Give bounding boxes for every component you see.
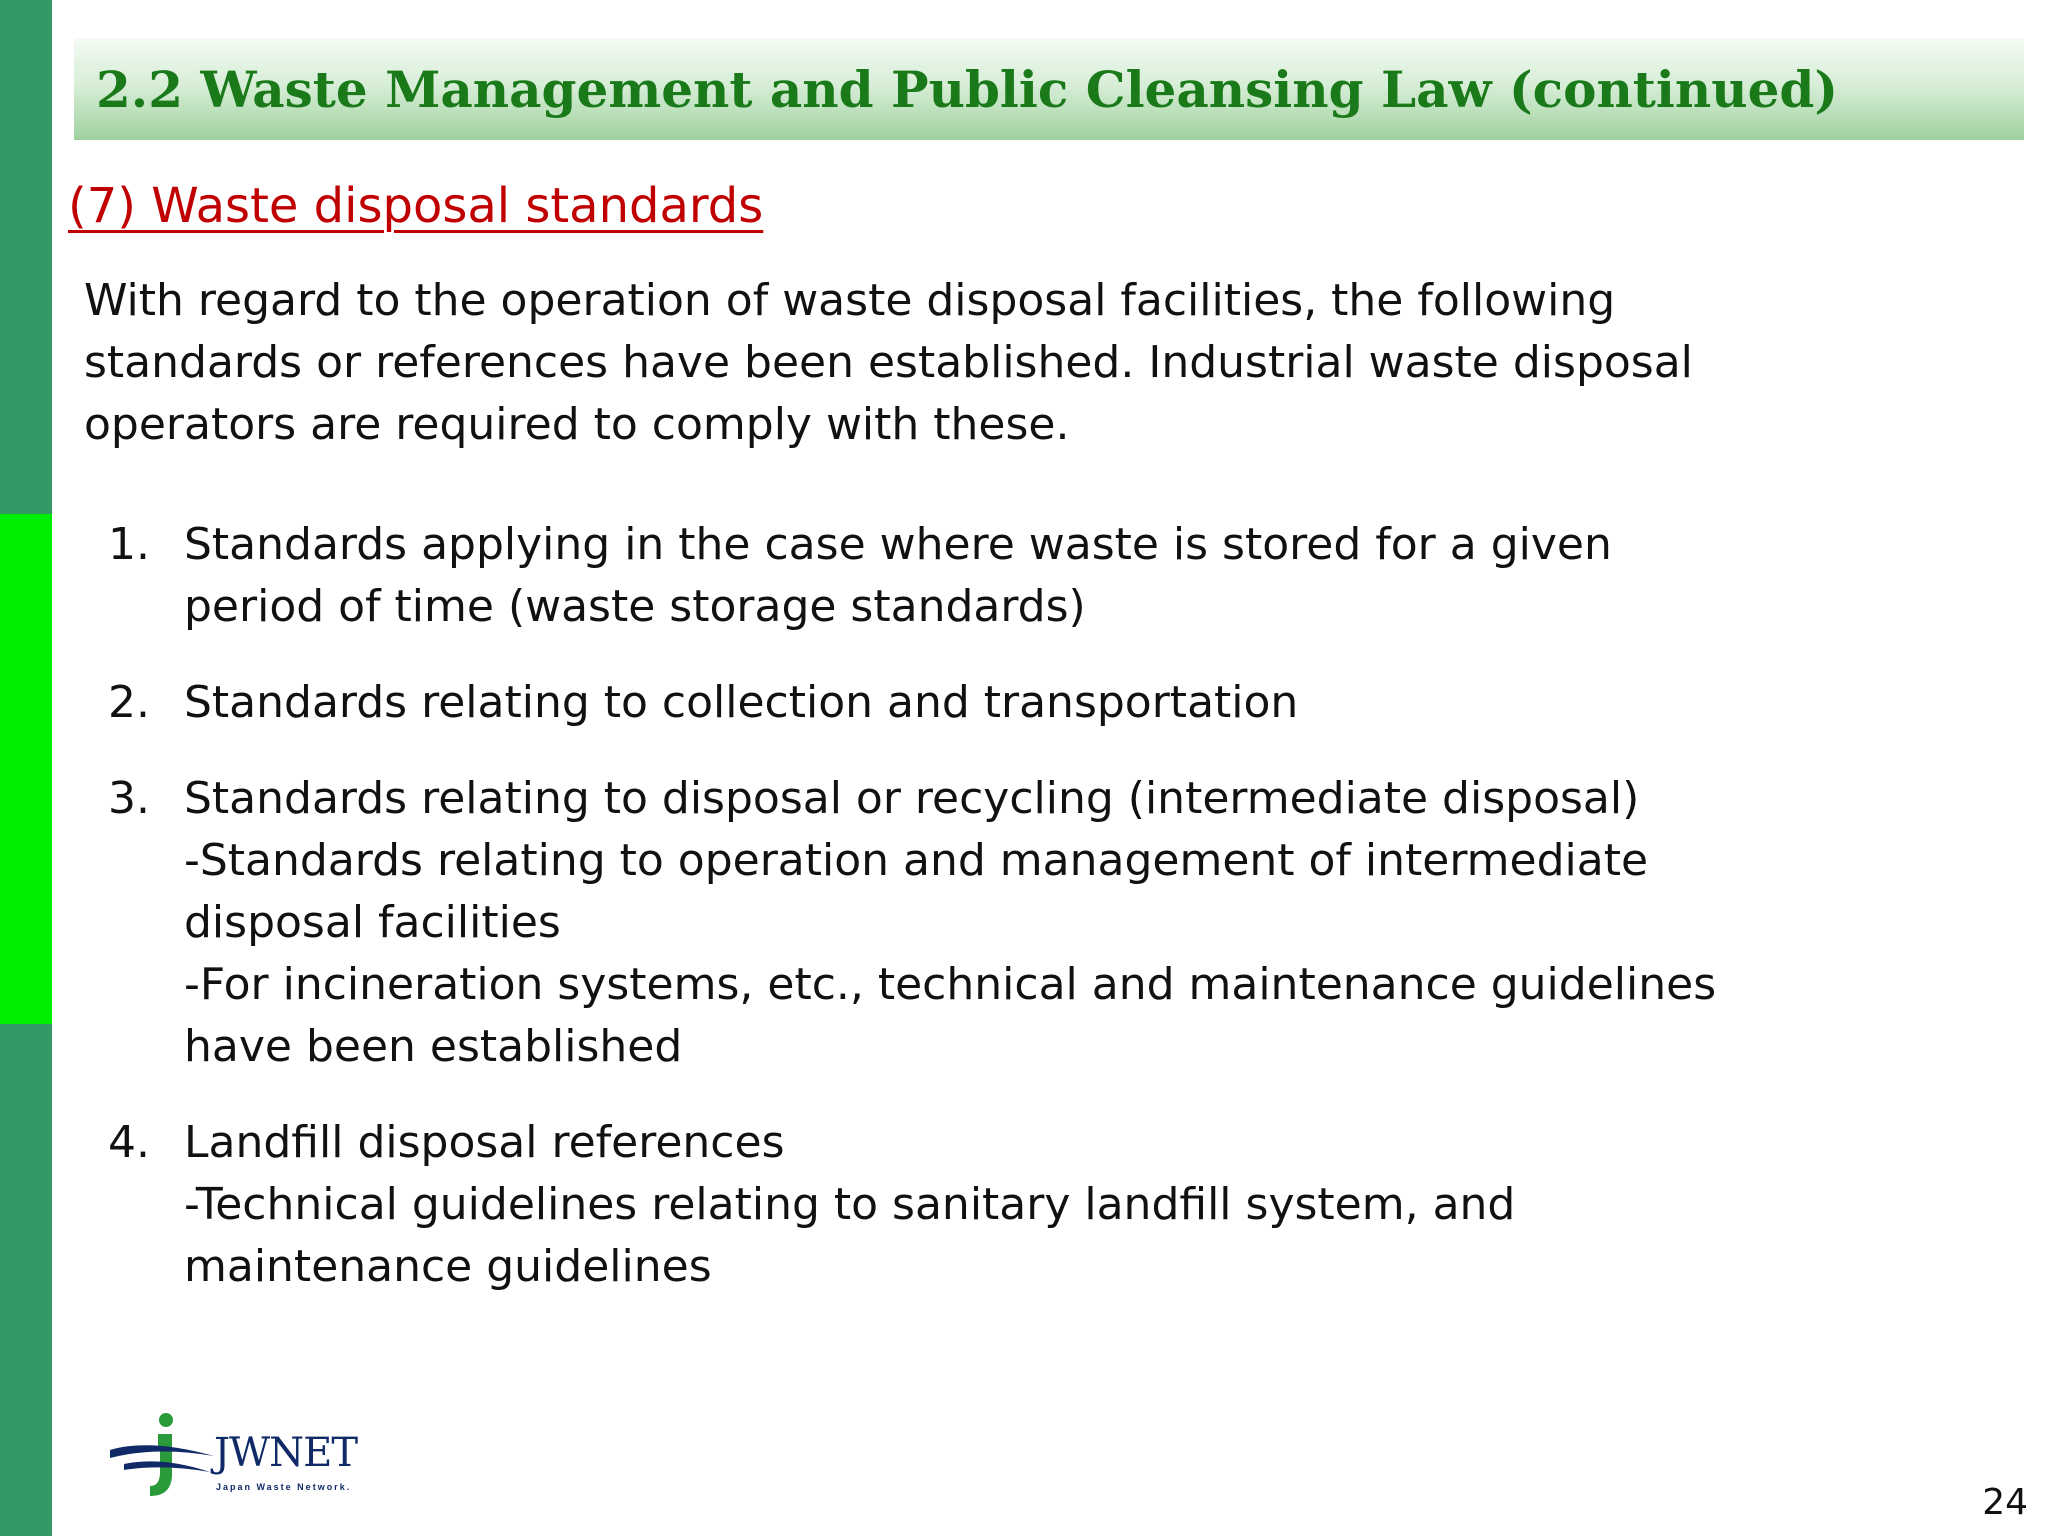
side-bar-highlight [0, 514, 52, 1024]
list-item-line: Standards applying in the case where waste is stored for a given [184, 519, 1612, 570]
title-banner [74, 38, 2024, 140]
list-item-line: Landfill disposal references [184, 1117, 785, 1168]
list-item-line: -Standards relating to operation and management of intermediate [184, 835, 1649, 886]
list-item-line: have been established [184, 1021, 683, 1072]
list-item-line: -Technical guidelines relating to sanitary landfill system, and [184, 1179, 1516, 1230]
list-item [108, 514, 2008, 638]
section-heading: (7) Waste disposal standards [68, 178, 764, 234]
logo-tagline: Japan Waste Network. [216, 1482, 352, 1492]
intro-paragraph: With regard to the operation of waste disposal facilities, the following standards or references have been established. Industrial waste disposal operators are required to comply with these. [84, 275, 1693, 450]
page-number: 24 [1982, 1482, 2028, 1523]
logo-name: JWNET [214, 1430, 358, 1476]
list-item-line: Standards relating to disposal or recycling (intermediate disposal) [184, 773, 1640, 824]
list-item-number: 3. [108, 773, 150, 824]
list-item-number: 2. [108, 677, 150, 728]
standards-list [108, 514, 2008, 1332]
list-item-line: -For incineration systems, etc., technical and maintenance guidelines [184, 959, 1717, 1010]
list-item-line: disposal facilities [184, 897, 561, 948]
jwnet-logo-icon [110, 1412, 214, 1502]
list-item-number: 4. [108, 1117, 150, 1168]
list-item-line: period of time (waste storage standards) [184, 581, 1086, 632]
list-item [108, 672, 2008, 734]
list-item [108, 768, 2008, 1078]
jwnet-logo [110, 1412, 390, 1502]
list-item-line: Standards relating to collection and transportation [184, 677, 1299, 728]
list-item-number: 1. [108, 519, 150, 570]
list-item-line: maintenance guidelines [184, 1241, 712, 1292]
list-item [108, 1112, 2008, 1298]
slide-title: 2.2 Waste Management and Public Cleansing Law (continued) [96, 59, 1839, 119]
